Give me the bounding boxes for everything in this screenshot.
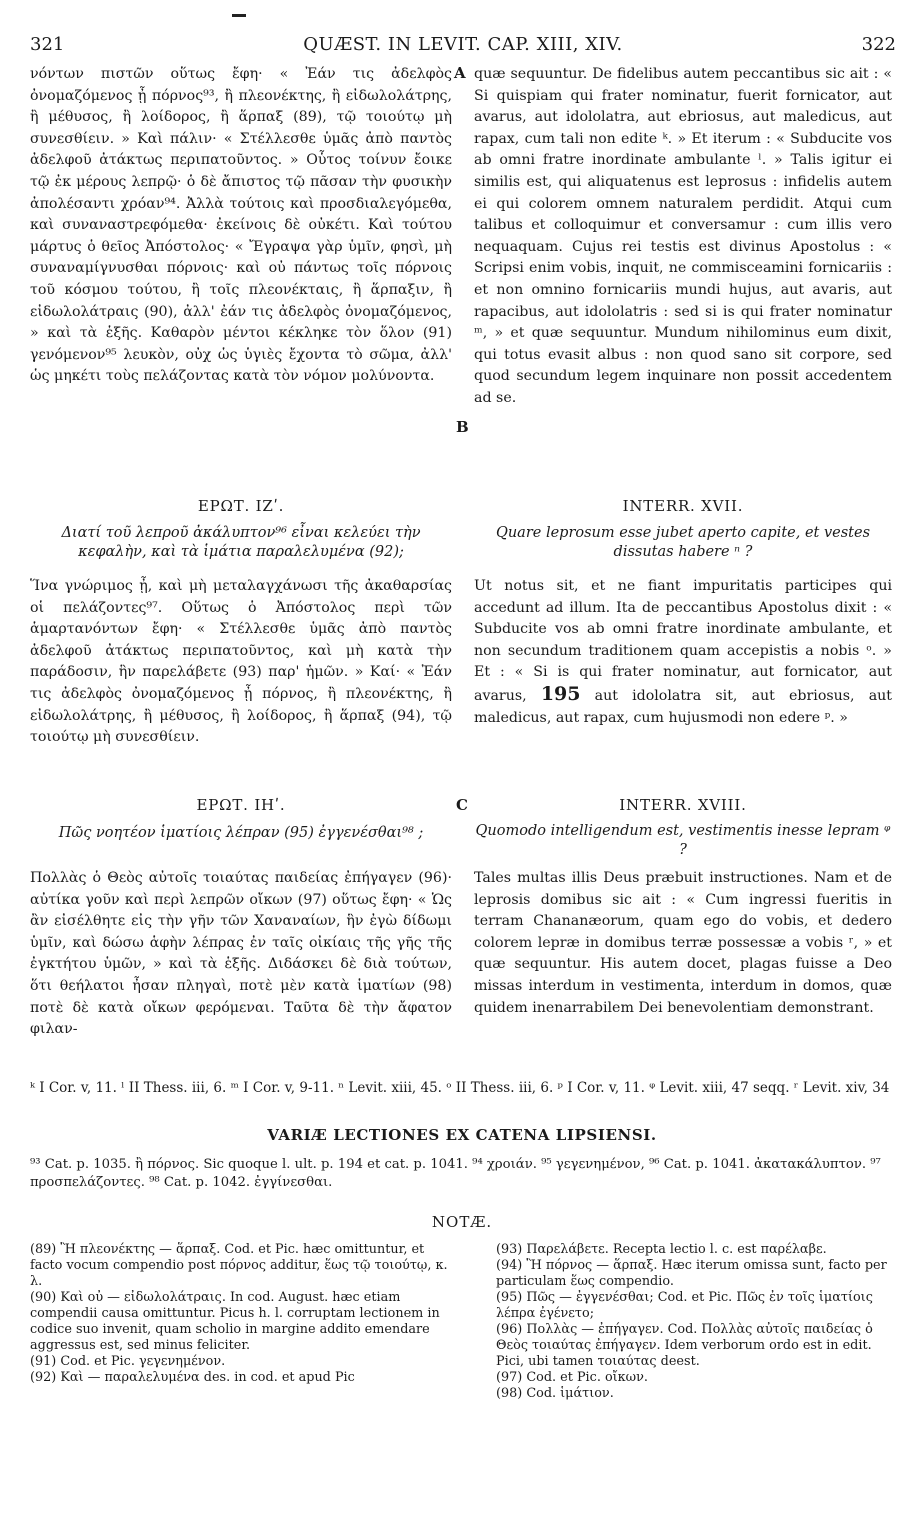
greek-text-17 — [30, 576, 452, 749]
latin-answer-17-part2: aut idololatra sit, aut ebriosus, aut maledicus, aut rapax, cum hujusmodi non edere ᵖ. » — [474, 687, 893, 726]
margin-letter-c: C — [456, 796, 468, 814]
note-item: (89) Ἢ πλεονέκτης — ἅρπαξ. Cod. et Pic. hæc omittuntur, et facto vocum compendio post πόρνος additur, ἕως τῷ τοιούτῳ, κ. λ. — [30, 1242, 448, 1289]
page-number-left: 321 — [30, 34, 65, 55]
running-header — [30, 34, 896, 56]
note-item: (93) Παρελάβετε. Recepta lectio l. c. est παρέλαβε. — [496, 1242, 827, 1257]
note-item: (91) Cod. et Pic. γεγενημένον. — [30, 1354, 226, 1369]
header-title: QUÆST. IN LEVIT. CAP. XIII, XIV. — [303, 34, 623, 55]
page-number-right: 322 — [861, 34, 896, 55]
top-dash-mark — [232, 14, 246, 17]
note-item: (97) Cod. et Pic. οἴκων. — [496, 1370, 648, 1385]
variae-heading: VARIÆ LECTIONES EX CATENA LIPSIENSI. — [267, 1126, 657, 1144]
note-item: (98) Cod. ἱμάτιον. — [496, 1386, 614, 1401]
latin-question-17: Quare leprosum esse jubet aperto capite, et vestes dissutas habere ⁿ ? — [495, 525, 871, 560]
latin-answer-18: Tales multas illis Deus præbuit instructiones. Nam et de leprosis domibus sic ait : « Cum ingressi fueritis in terram Chananæorum, quam ego do vobis, et dedero colorem lepræ in domibus terræ possessæ a vobis ʳ, » et quæ sequuntur. His autem docet, plagas fuisse a Deo missas interdum in vestimenta, interdum in domos, quæ quidem inenarrabilem Dei benevolentiam demonstrant. — [474, 870, 892, 1016]
latin-text-top — [474, 64, 892, 410]
notes-right-column — [496, 1242, 894, 1402]
notae-heading: NOTÆ. — [431, 1213, 493, 1231]
note-item: (94) Ἢ πόρνος — ἅρπαξ. Hæc iterum omissa sunt, facto per particulam ἕως compendio. — [496, 1258, 887, 1289]
greek-heading-17: ΕΡΩΤ. ΙΖʹ. — [197, 497, 285, 515]
greek-answer-18: Πολλὰς ὁ Θεὸς αὐτοῖς τοιαύτας παιδείας ἐπήγαγεν (96)· αὐτίκα γοῦν καὶ περὶ λεπρῶν οἴκων (97) οὕτως ἔφη· « Ὡς ἂν εἰσέλθητε εἰς τὴν γῆν τῶν Χαναναίων, ἣν ἐγὼ δίδωμι ὑμῖν, καὶ δώσω ἁφὴν λέπρας ἐν ταῖς οἰκίαις τῆς γῆς τῆς ἐγκτήτου ὑμῶν, » καὶ τὰ ἑξῆς. Διδάσκει δὲ διὰ τούτων, ὅτι θεήλατοι ἦσαν πληγαὶ, ποτὲ μὲν κατὰ ἱματίων (98) ποτὲ δὲ κατὰ οἴκων φερόμεναι. Ταῦτα δὲ τὴν ἄφατον φιλαν- — [30, 870, 452, 1038]
notes-left-column — [30, 1242, 456, 1386]
note-item: (96) Πολλὰς — ἐπήγαγεν. Cod. Πολλὰς αὐτοῖς παιδείας ὁ Θεὸς τοιαύτας ἐπήγαγεν. Idem verborum ordo est in edit. Pici, ubi tamen τοιαύτας deest. — [496, 1322, 873, 1369]
note-item: (90) Καὶ οὐ — εἰδωλολάτραις. In cod. August. hæc etiam compendii causa omittuntur. Picus h. l. corruptam lectionem in codice suo invenit, quam scholio in margine addito emendare aggressus est, sed minus feliciter. — [30, 1290, 440, 1353]
latin-answer-17-part1: Ut notus sit, et ne fiant impuritatis participes qui accedunt ad illum. Ita de peccantibus Apostolus dixit : « Subducite vos ab omni fratre inordinate ambulante, et non secundum traditionem quam accepistis a nobis ᵒ. » Et : « Si is qui frater nominatur, aut fornicator, aut avarus, — [474, 578, 892, 704]
note-item: (95) Πῶς — ἐγγενέσθαι; Cod. et Pic. Πῶς ἐν τοῖς ἱματίοις λέπρα ἐγένετο; — [496, 1290, 873, 1321]
greek-text-18 — [30, 868, 452, 1041]
latin-heading-18: INTERR. XVIII. — [619, 796, 747, 814]
greek-answer-17: Ἵνα γνώριμος ᾖ, καὶ μὴ μεταλαγχάνωσι τῆς ἀκαθαρσίας οἱ πελάζοντες⁹⁷. Οὕτως ὁ Ἀπόστολος περὶ τῶν ἁμαρτανόντων ἔφη· « Στέλλεσθε ὑμᾶς ἀπὸ παντὸς ἀδελφοῦ ἀτάκτως περιπατοῦντος, καὶ μὴ κατὰ τὴν παράδοσιν, ἣν παρελάβετε (93) παρ' ἡμῶν. » Καί· « Ἐάν τις ἀδελφὸς ὀνομαζόμενος ᾖ πόρνος, ἢ πλεονέκτης, ἢ εἰδωλολάτρης, ἢ μέθυσος, ἢ λοίδορος, ἢ ἅρπαξ (94), τῷ τοιούτῳ μὴ συνεσθίειν. — [30, 578, 452, 746]
scripture-references: ᵏ I Cor. v, 11. ˡ II Thess. iii, 6. ᵐ I Cor. v, 9-11. ⁿ Levit. xiii, 45. ᵒ II Thess. iii, 6. ᵖ I Cor. v, 11. ᵠ Levit. xiii, 47 seqq. ʳ Levit. xiv, 34 — [30, 1080, 890, 1096]
latin-heading-17: INTERR. XVII. — [622, 497, 744, 515]
margin-letter-b: B — [456, 418, 469, 436]
note-item: (92) Καὶ — παραλελυμένα des. in cod. et apud Pic — [30, 1370, 355, 1385]
latin-text-17 — [474, 576, 892, 729]
greek-paragraph: νόντων πιστῶν οὕτως ἔφη· « Ἐάν τις ἀδελφὸς ὀνομαζόμενος ᾖ πόρνος⁹³, ἢ πλεονέκτης, ἢ εἰδωλολάτρης, ἢ μέθυσος, ἢ λοίδορος, ἢ ἅρπαξ (89), τῷ τοιούτῳ μὴ συνεσθίειν. » Καὶ πάλιν· « Στέλλεσθε ὑμᾶς ἀπὸ παντὸς ἀδελφοῦ ἀτάκτως περιπατοῦντος. » Οὗτος τοίνυν ἔοικε τῷ ἐκ μέρους λεπρῷ· ὁ δὲ ἄπιστος τῷ πᾶσαν τὴν φυσικὴν ἀπολέσαντι χρόαν⁹⁴. Ἀλλὰ τούτοις καὶ προσδιαλεγόμεθα, καὶ συναναστρεφόμεθα· ἐκείνοις δὲ οὐκέτι. Καὶ τούτου μάρτυς ὁ θεῖος Ἀπόστολος· « Ἔγραψα γὰρ ὑμῖν, φησὶ, μὴ συναναμίγνυσθαι πόρνοις· καὶ οὐ πάντως τοῖς πόρνοις τοῦ κόσμου τούτου, ἢ τοῖς πλεονέκταις, ἢ ἅρπαξιν, ἢ εἰδωλολάτραις (90), ἀλλ' ἐάν τις ἀδελφὸς ὀνομαζόμενος, » καὶ τὰ ἑξῆς. Καθαρὸν μέντοι κέκληκε τὸν ὅλον (91) γενόμενον⁹⁵ λευκὸν, οὐχ ὡς ὑγιὲς ἔχοντα τὸ σῶμα, ἀλλ' ὡς μηκέτι τοὺς πελάζοντας κατὰ τὸν νόμον μολύνοντα. — [30, 66, 452, 385]
latin-text-18 — [474, 868, 892, 1019]
latin-answer-17 — [474, 576, 892, 729]
greek-question-18: Πῶς νοητέον ἱματίοις λέπραν (95) ἐγγενέσθαι⁹⁸ ; — [58, 825, 424, 841]
greek-question-17: Διατί τοῦ λεπροῦ ἀκάλυπτον⁹⁶ εἶναι κελεύει τὴν κεφαλὴν, καὶ τὰ ἱμάτια παραλελυμένα (92); — [61, 525, 421, 560]
margin-letter-a: A — [454, 64, 466, 82]
greek-heading-18: ΕΡΩΤ. ΙΗʹ. — [196, 796, 286, 814]
latin-question-18: Quomodo intelligendum est, vestimentis inesse lepram ᵠ ? — [475, 823, 891, 858]
column-number: 195 — [540, 682, 581, 705]
greek-text-top — [30, 64, 452, 388]
latin-paragraph: quæ sequuntur. De fidelibus autem peccantibus sic ait : « Si quispiam qui frater nominatur, fuerit fornicator, aut avarus, aut idololatra, aut ebriosus, aut maledicus, aut rapax, cum tali non edite ᵏ. » Et iterum : « Subducite vos ab omni fratre inordinate ambulante ˡ. » Talis igitur ei similis est, qui aliquatenus est leprosus : infidelis autem ei qui colorem omnem naturalem perdidit. Atqui cum talibus et colloquimur et conversamur : cum illis vero nequaquam. Cujus rei testis est divinus Apostolus : « Scripsi enim vobis, inquit, ne commisceamini fornicariis : et non omnino fornicariis mundi hujus, aut avaris, aut rapacibus, aut idololatris : sed si is qui frater nominatur ᵐ, » et quæ sequuntur. Mundum nihilominus eum dixit, qui totus evasit albus : non quod sano sit corpore, sed quod secundum legem inquinare non possit accedentem ad se. — [474, 66, 892, 406]
variae-text: ⁹³ Cat. p. 1035. ἢ πόρνος. Sic quoque l. ult. p. 194 et cat. p. 1041. ⁹⁴ χροιάν. ⁹⁵ γεγενημένον, ⁹⁶ Cat. p. 1041. ἀκατακάλυπτον. ⁹⁷ προσπελάζοντες. ⁹⁸ Cat. p. 1042. ἐγγίνεσθαι. — [30, 1157, 881, 1190]
